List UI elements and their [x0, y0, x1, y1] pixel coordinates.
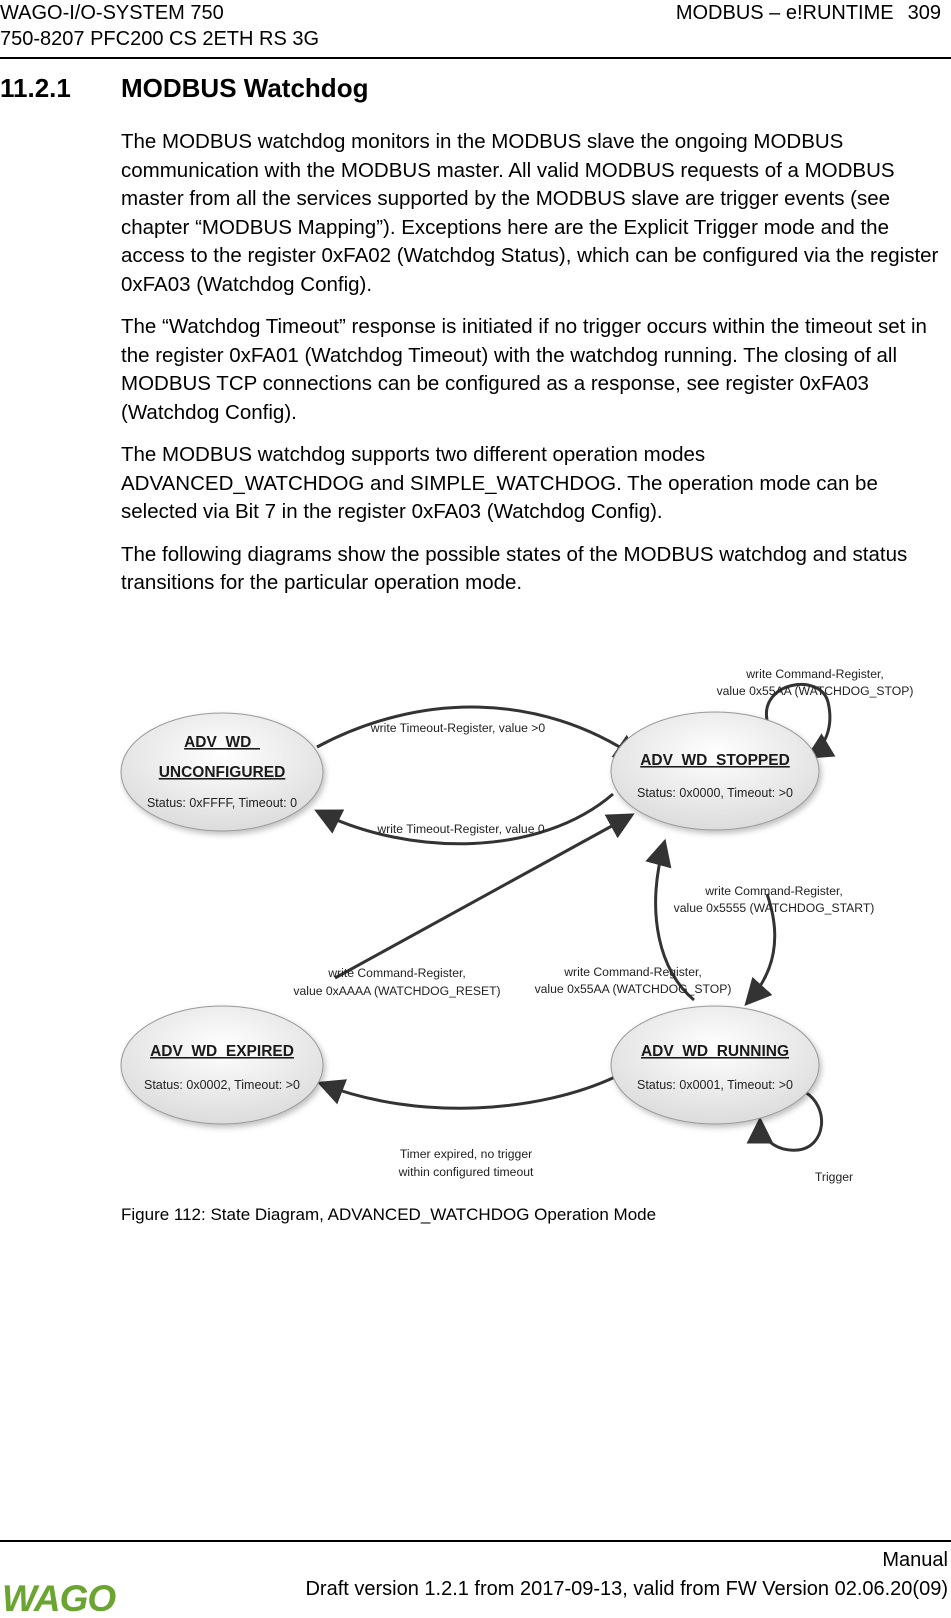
state-running: [611, 1006, 819, 1124]
header-chapter-title: MODBUS – e!RUNTIME: [675, 2, 894, 24]
label-timeout-eq0: write Timeout-Register, value 0: [377, 822, 545, 836]
section-title: MODBUS Watchdog: [121, 73, 369, 103]
state-stopped: [611, 712, 819, 830]
logo-text: WAGO: [2, 1578, 116, 1618]
label-stop-self-1: write Command-Register,: [746, 667, 884, 681]
label-expired-1: Timer expired, no trigger: [399, 1147, 533, 1161]
wago-logo: [2, 1578, 124, 1618]
footer-doc-type: Manual: [882, 1549, 948, 1571]
state-diagram: [120, 652, 946, 1198]
label-stop-1: write Command-Register,: [564, 965, 702, 979]
state-running-status: Status: 0x0001, Timeout: >0: [637, 1078, 793, 1092]
paragraph: The following diagrams show the possible states of the MODBUS watchdog and status transitions for the particular operation mode.: [121, 542, 908, 594]
paragraph: The MODBUS watchdog supports two different operation modes ADVANCED_WATCHDOG and SIMPLE_WATCHDOG. The operation mode can be selected via Bit 7 in the register 0xFA03 (Watchdog Config).: [121, 443, 878, 523]
state-expired-title: ADV_WD_EXPIRED: [150, 1043, 294, 1060]
label-stop-2: value 0x55AA (WATCHDOG_STOP): [534, 982, 732, 996]
state-unconfigured-status: Status: 0xFFFF, Timeout: 0: [146, 796, 298, 810]
transition-arrow-timeout-eq0: [319, 794, 613, 844]
state-unconfigured-title-1: ADV_WD_: [184, 734, 260, 751]
page-number: 309: [907, 2, 941, 24]
state-unconfigured: [121, 713, 323, 831]
label-start-1: write Command-Register,: [705, 884, 843, 898]
state-stopped-status: Status: 0x0000, Timeout: >0: [637, 786, 793, 800]
state-stopped-title: ADV_WD_STOPPED: [640, 752, 790, 769]
state-expired: [121, 1006, 323, 1124]
state-expired-status: Status: 0x0002, Timeout: >0: [144, 1078, 300, 1092]
label-trigger: Trigger: [814, 1170, 854, 1184]
label-reset-2: value 0xAAAA (WATCHDOG_RESET): [293, 984, 501, 998]
body-text: [121, 128, 947, 612]
state-unconfigured-title-2: UNCONFIGURED: [158, 764, 286, 781]
section-number: 11.2.1: [0, 73, 71, 103]
footer-version: Draft version 1.2.1 from 2017-09-13, valid from FW Version 02.06.20(09): [305, 1578, 948, 1600]
footer-rule: [0, 1540, 951, 1542]
header-product: WAGO-I/O-SYSTEM 750: [0, 2, 224, 24]
header-device: 750-8207 PFC200 CS 2ETH RS 3G: [0, 28, 320, 50]
label-reset-1: write Command-Register,: [328, 966, 466, 980]
transition-arrow-reset: [335, 816, 630, 978]
paragraph: The “Watchdog Timeout” response is initiated if no trigger occurs within the timeout set in the register 0xFA01 (Watchdog Timeout) with the watchdog running. The closing of all MODBUS TCP connections can be configured as a response, see register 0xFA03 (Watchdog Config).: [121, 315, 927, 424]
label-expired-2: within configured timeout: [398, 1165, 534, 1179]
label-stop-self-2: value 0x55AA (WATCHDOG_STOP): [716, 684, 914, 698]
label-start-2: value 0x5555 (WATCHDOG_START): [673, 901, 875, 915]
figure-caption: Figure 112: State Diagram, ADVANCED_WATCHDOG Operation Mode: [121, 1205, 657, 1224]
header-right: [676, 1, 941, 25]
transition-arrow-expired: [322, 1077, 615, 1108]
header-rule: [0, 57, 951, 59]
state-running-title: ADV_WD_RUNNING: [640, 1043, 790, 1060]
label-timeout-gt0: write Timeout-Register, value >0: [370, 721, 546, 735]
paragraph: The MODBUS watchdog monitors in the MODBUS slave the ongoing MODBUS communication with the MODBUS master. All valid MODBUS requests of a MODBUS master from all the services supported by the MODBUS slave are trigger events (see chapter “MODBUS Mapping”). Exceptions here are the Explicit Trigger mode and the access to the register 0xFA02 (Watchdog Status), which can be configured via the register 0xFA03 (Watchdog Config).: [121, 130, 939, 296]
